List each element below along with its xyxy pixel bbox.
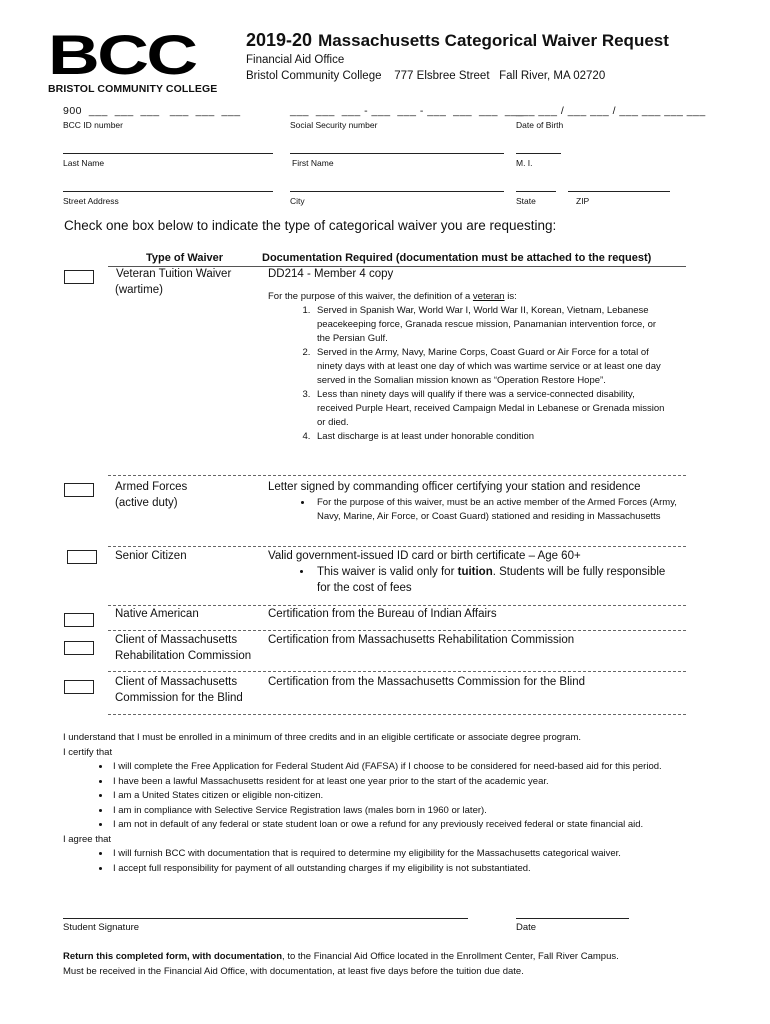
bcc-logo [48,23,220,95]
dob-label: Date of Birth [516,120,564,130]
middle-initial-field[interactable] [516,153,561,154]
def-word: veteran [472,291,505,302]
certify-heading: I certify that [63,746,113,758]
doc-senior: Valid government-issued ID card or birth certificate – Age 60+ [268,550,581,562]
blind-type-line1: Client of Massachusetts [115,676,238,688]
doc-armed-forces: Letter signed by commanding officer certifying your station and residence [268,481,641,493]
waiver-type-senior: Senior Citizen [115,550,187,562]
student-signature-label: Student Signature [63,922,140,933]
waiver-type-blind [115,675,243,706]
return-rest: , to the Financial Aid Office located in the Enrollment Center, Fall River Campus. [282,951,619,962]
checkbox-senior-citizen[interactable] [67,550,97,564]
veteran-type-line1: Veteran Tuition Waiver [116,268,232,280]
list-item: 3. Less than ninety days will qualify if there was a service-connected disability, received Purple Heart, received Campaign Medal in Lebanese or Grenada mission or died. [313,388,668,430]
column-header-type: Type of Waiver [146,252,224,264]
blind-type-line2: Commission for the Blind [115,691,243,704]
waiver-type-veteran [115,267,260,298]
bcc-id-label: BCC ID number [63,120,123,130]
row-divider [108,546,686,547]
first-name-field[interactable] [290,153,504,154]
list-item: 4. Last discharge is at least under honorable condition [313,430,668,444]
date-field[interactable] [516,918,629,919]
list-item: • For the purpose of this waiver, must be an active member of the Armed Forces (Army, Navy, Marine, Air Force, or Coast Guard) stationed and residing in Massachusetts [313,496,688,524]
list-item: • I am not in default of any federal or state student loan or owe a refund for any previously received federal or state financial aid. [111,818,713,833]
waiver-type-native: Native American [115,608,199,620]
return-instructions [63,949,743,979]
city-field[interactable] [290,191,504,192]
form-year: 2019-20 [246,30,313,50]
first-name-label: First Name [292,158,334,168]
form-title-text: Massachusetts Categorical Waiver Request [318,31,669,50]
list-item: 1. Served in Spanish War, World War I, World War II, Korean, Vietnam, Lebanese peacekeeping force, Granada rescue mission, Panamanian intervention force, or the Persian Gulf. [313,304,668,346]
dob-field[interactable]: ___ ___ / ___ ___ / ___ ___ ___ ___ [516,105,706,117]
doc-veteran: DD214 - Member 4 copy [268,268,394,280]
checkbox-armed-forces[interactable] [64,483,94,497]
logo-college-name: BRISTOL COMMUNITY COLLEGE [48,83,218,95]
student-signature-field[interactable] [63,918,468,919]
mrc-type-line2: Rehabilitation Commission [115,649,252,662]
agree-heading: I agree that [63,833,112,845]
understand-statement: I understand that I must be enrolled in a minimum of three credits and in an eligible certificate or associate degree program. [63,732,582,743]
zip-field[interactable] [568,191,670,192]
return-bold: Return this completed form, with documentation [63,951,283,962]
senior-note [268,565,668,596]
waiver-type-mrc [115,633,251,664]
def-suffix: is: [504,291,517,302]
row-divider [108,605,686,606]
state-field[interactable] [516,191,556,192]
senior-note-suffix: . Students will be fully responsible for the cost of fees [317,566,666,594]
ssn-label: Social Security number [290,120,378,130]
checkbox-veteran[interactable] [64,270,94,284]
waiver-type-armed-forces [115,480,187,511]
list-item [313,565,668,596]
list-item: • I will furnish BCC with documentation that is required to determine my eligibility for the Massachusetts categorical waiver. [111,847,713,862]
certify-list [63,760,713,833]
list-item: • I will complete the Free Application for Federal Student Aid (FAFSA) if I choose to be considered for need-based aid for this period. [111,760,713,775]
date-label: Date [516,922,537,933]
list-item: • I accept full responsibility for payment of all outstanding charges if my eligibility is not substantiated. [111,862,713,877]
return-line2: Must be received in the Financial Aid Office, with documentation, at least five days before the tuition due date. [63,966,524,977]
middle-initial-label: M. I. [516,158,533,168]
veteran-definition-intro [268,290,668,304]
college-address: Bristol Community College 777 Elsbree Street Fall River, MA 02720 [246,70,606,82]
logo-letters: BCC [48,23,196,86]
doc-mrc: Certification from Massachusetts Rehabilitation Commission [268,634,575,646]
ssn-field[interactable]: ___ ___ ___ - ___ ___ - ___ ___ ___ ___ [290,105,524,117]
row-divider [108,671,686,672]
row-divider [108,475,686,476]
checkbox-commission-blind[interactable] [64,680,94,694]
last-name-field[interactable] [63,153,273,154]
return-line1 [63,949,743,964]
armed-forces-note [268,496,688,524]
senior-note-prefix: This waiver is valid only for [317,566,458,578]
doc-native: Certification from the Bureau of Indian Affairs [268,608,497,620]
office-name: Financial Aid Office [246,54,345,66]
city-label: City [290,196,305,206]
checkbox-mass-rehab[interactable] [64,641,94,655]
def-prefix: For the purpose of this waiver, the definition of a [268,291,473,302]
row-divider [108,630,686,631]
senior-note-bold: tuition [457,566,493,578]
veteran-definition [268,290,668,444]
list-item: • I am a United States citizen or eligible non-citizen. [111,789,713,804]
list-item: 2. Served in the Army, Navy, Marine Corps, Coast Guard or Air Force for a total of ninety days with at least one day of which was wartime service or at least one day served in the Somalian mission known as “Operation Restore Hope”. [313,346,668,388]
certification-section [63,731,713,876]
veteran-type-line2: (wartime) [115,283,163,296]
armed-type-line2: (active duty) [115,496,178,509]
veteran-criteria-list [268,304,668,444]
checkbox-native-american[interactable] [64,613,94,627]
mrc-type-line1: Client of Massachusetts [115,634,238,646]
state-label: State [516,196,536,206]
zip-label: ZIP [576,196,590,206]
last-name-label: Last Name [63,158,105,168]
instruction-text: Check one box below to indicate the type of categorical waiver you are requesting: [64,218,557,233]
list-item: • I am in compliance with Selective Service Registration laws (males born in 1960 or later). [111,804,713,819]
form-title [246,30,669,51]
armed-type-line1: Armed Forces [115,481,188,493]
doc-blind: Certification from the Massachusetts Commission for the Blind [268,676,586,688]
row-divider [108,714,686,715]
bcc-id-field[interactable]: 900 ___ ___ ___ ___ ___ ___ [63,105,241,117]
street-address-field[interactable] [63,191,273,192]
column-header-documentation: Documentation Required (documentation must be attached to the request) [262,252,652,264]
agree-list [63,847,713,876]
street-address-label: Street Address [63,196,119,206]
list-item: • I have been a lawful Massachusetts resident for at least one year prior to the start of the academic year. [111,775,713,790]
